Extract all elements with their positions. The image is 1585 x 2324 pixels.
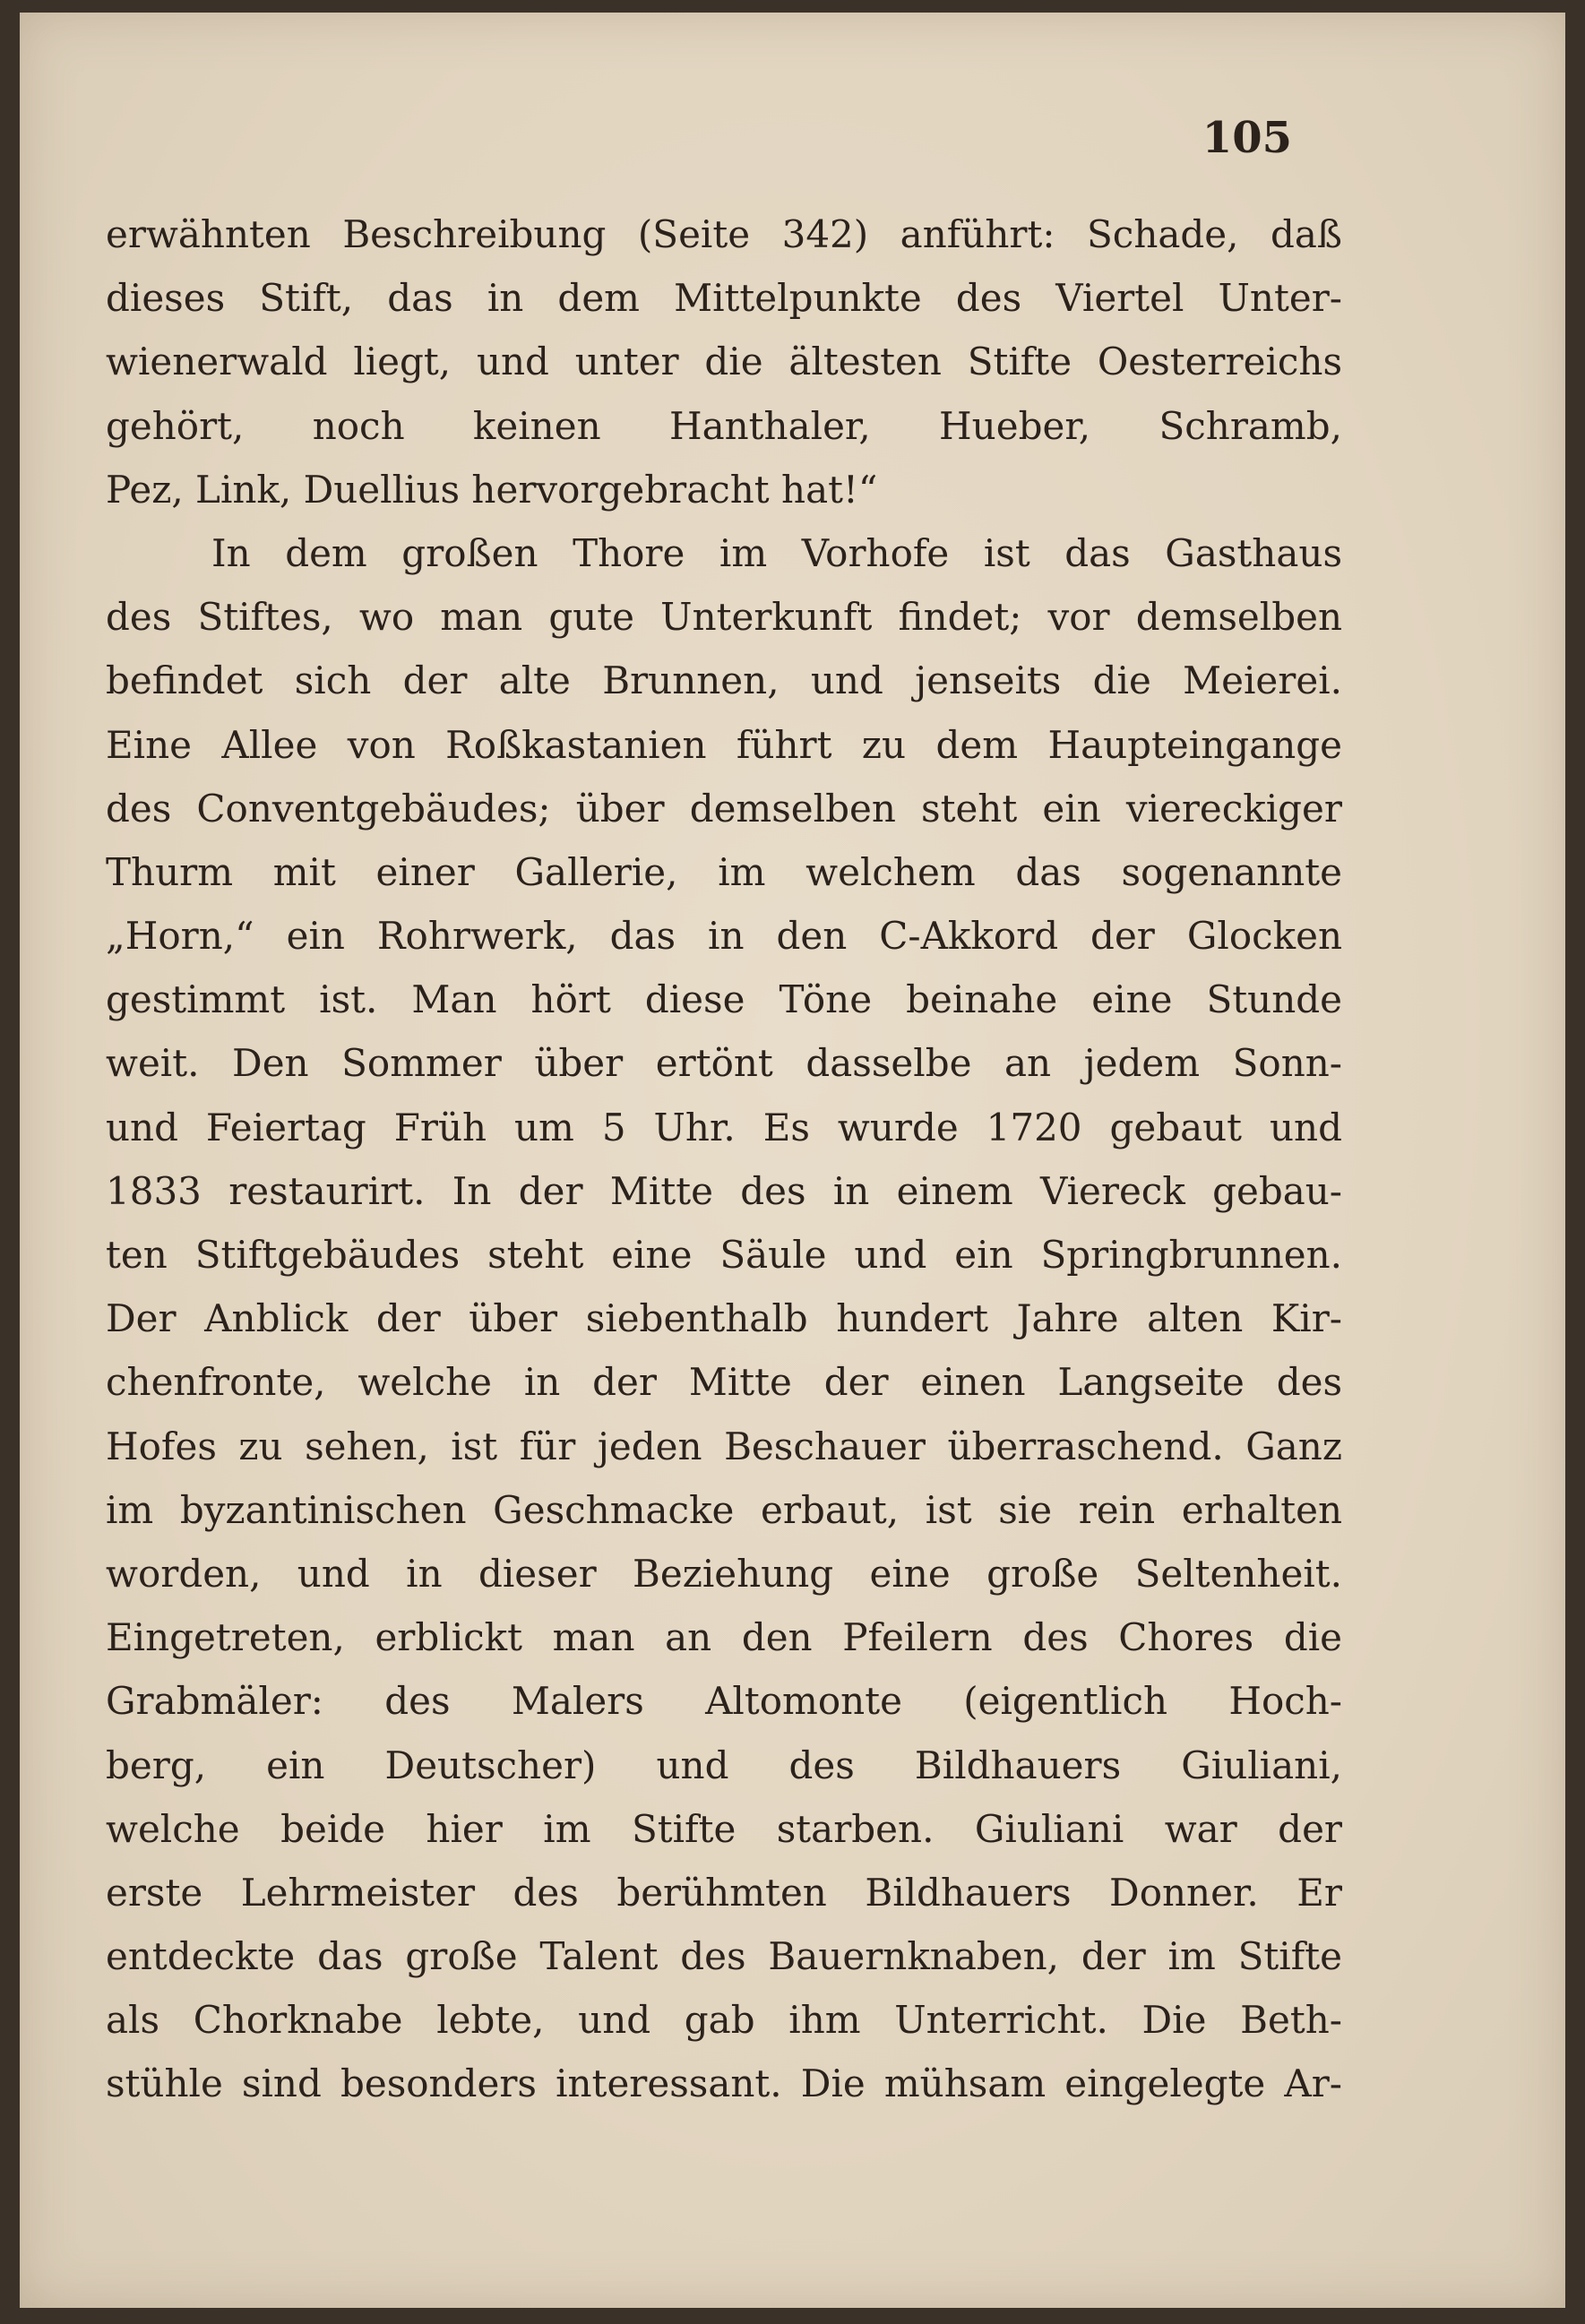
text-line: Hofes zu sehen, ist für jeden Beschauer überraschend. Ganz	[106, 1424, 1342, 1468]
text-line: erwähnten Beschreibung (Seite 342) anführt: Schade, daß	[106, 212, 1342, 256]
text-line: dieses Stift, das in dem Mittelpunkte des Viertel Unter-	[106, 276, 1342, 321]
text-line: Eine Allee von Roßkastanien führt zu dem Haupteingange	[106, 722, 1342, 767]
text-line: worden, und in dieser Beziehung eine große Seltenheit.	[106, 1551, 1342, 1596]
text-line: des Conventgebäudes; über demselben steht ein viereckiger	[106, 786, 1342, 831]
text-line: Der Anblick der über siebenthalb hundert Jahre alten Kir-	[106, 1296, 1342, 1341]
text-line: Pez, Link, Duellius hervorgebracht hat!“	[106, 467, 878, 512]
text-line: „Horn,“ ein Rohrwerk, das in den C-Akkord der Glocken	[106, 914, 1342, 959]
text-line: im byzantinischen Geschmacke erbaut, ist sie rein erhalten	[106, 1487, 1342, 1532]
text-line: gehört, noch keinen Hanthaler, Hueber, Schramb,	[106, 403, 1342, 448]
text-line: und Feiertag Früh um 5 Uhr. Es wurde 1720 gebaut und	[106, 1105, 1342, 1149]
text-line: ten Stiftgebäudes steht eine Säule und ein Springbrunnen.	[106, 1233, 1342, 1277]
body-text	[106, 202, 1342, 2116]
text-line: Grabmäler: des Malers Altomonte (eigentlich Hoch-	[106, 1679, 1342, 1724]
text-line: als Chorknabe lebte, und gab ihm Unterricht. Die Beth-	[106, 1998, 1342, 2043]
text-line: Thurm mit einer Gallerie, im welchem das sogenannte	[106, 849, 1342, 894]
text-line: chenfronte, welche in der Mitte der einen Langseite des	[106, 1360, 1342, 1405]
text-line: weit. Den Sommer über ertönt dasselbe an jedem Sonn-	[106, 1041, 1342, 1086]
text-line: welche beide hier im Stifte starben. Giuliani war der	[106, 1806, 1342, 1851]
text-line: erste Lehrmeister des berühmten Bildhauers Donner. Er	[106, 1870, 1342, 1915]
text-line: berg, ein Deutscher) und des Bildhauers Giuliani,	[106, 1743, 1342, 1787]
text-line: entdeckte das große Talent des Bauernknaben, der im Stifte	[106, 1934, 1342, 1979]
text-line: befindet sich der alte Brunnen, und jenseits die Meierei.	[106, 658, 1342, 703]
text-line: 1833 restaurirt. In der Mitte des in einem Viereck gebau-	[106, 1168, 1342, 1213]
text-line: Eingetreten, erblickt man an den Pfeilern des Chores die	[106, 1615, 1342, 1660]
text-line: gestimmt ist. Man hört diese Töne beinahe eine Stunde	[106, 977, 1342, 1022]
page-number: 105	[1202, 113, 1292, 163]
book-page	[20, 13, 1565, 2308]
text-line: wienerwald liegt, und unter die ältesten Stifte Oesterreichs	[106, 340, 1342, 384]
text-line: In dem großen Thore im Vorhofe ist das Gasthaus	[211, 530, 1342, 575]
text-line: des Stiftes, wo man gute Unterkunft findet; vor demselben	[106, 595, 1342, 640]
text-line: stühle sind besonders interessant. Die mühsam eingelegte Ar-	[106, 2061, 1342, 2106]
